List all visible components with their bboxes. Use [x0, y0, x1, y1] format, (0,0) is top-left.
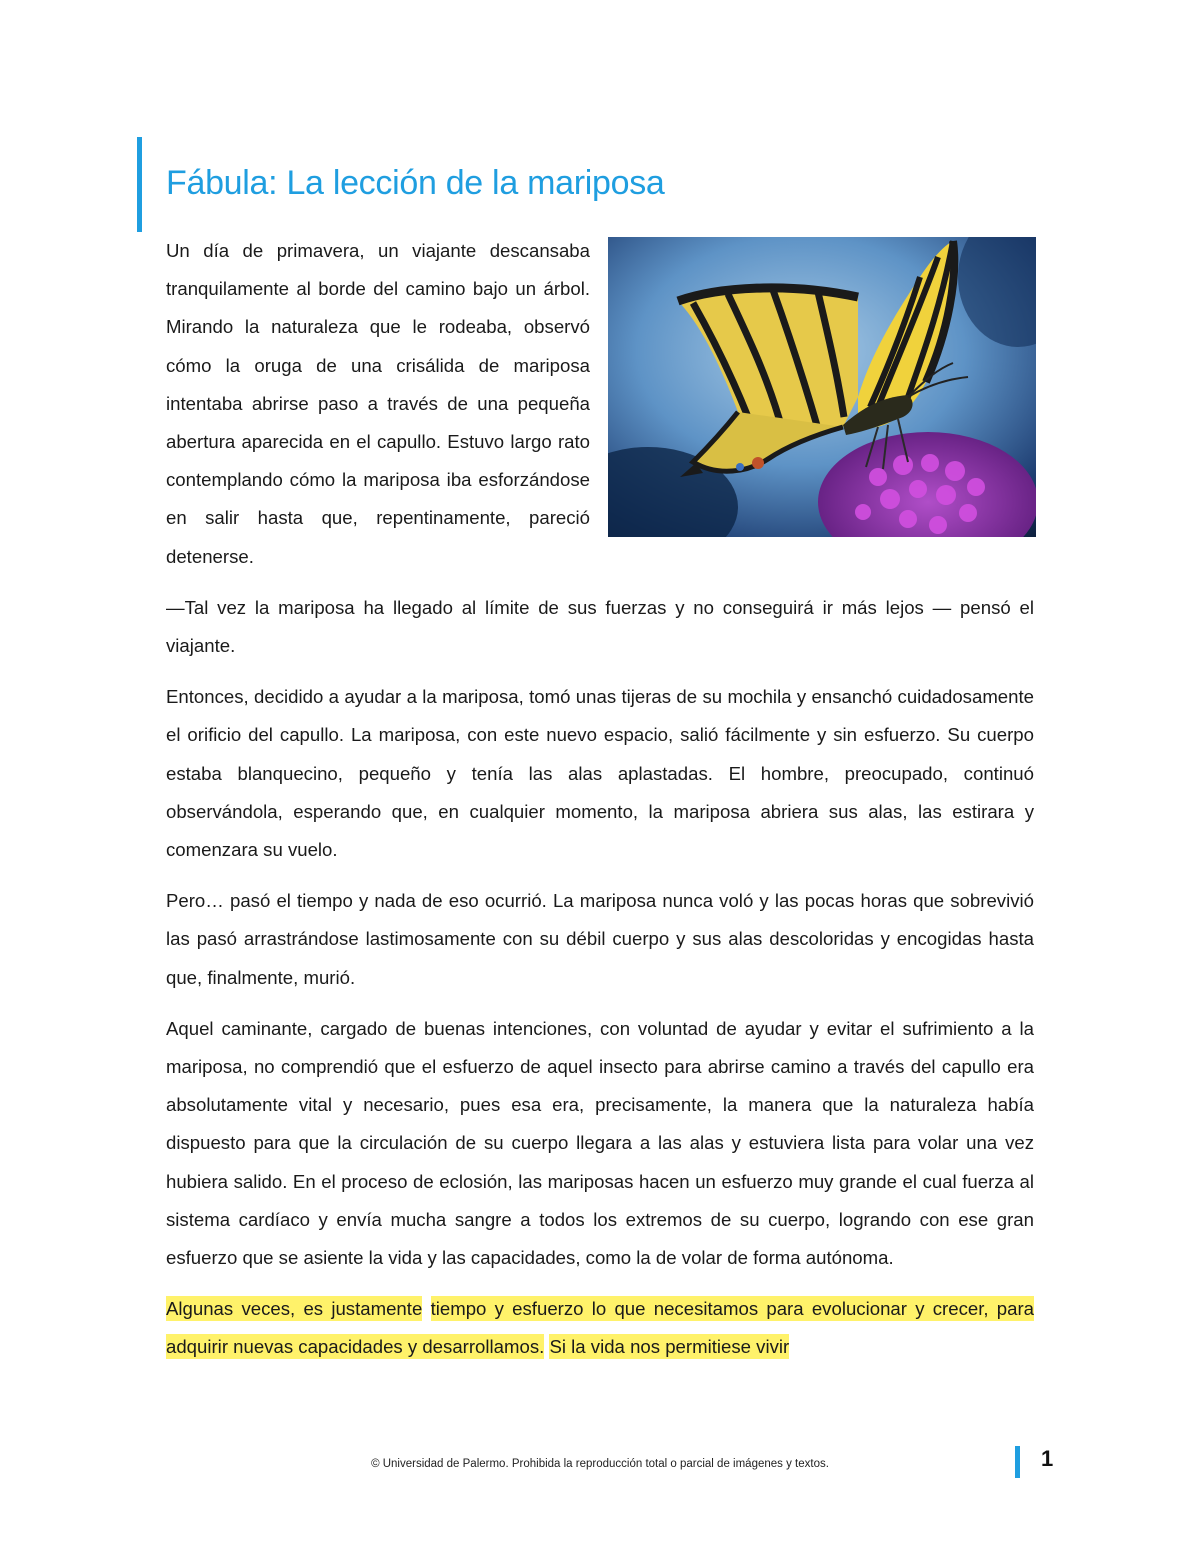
highlighted-paragraph — [166, 1290, 1034, 1366]
title-accent-bar — [137, 137, 142, 232]
page-number: 1 — [1041, 1446, 1054, 1471]
page-number-accent-bar — [1015, 1446, 1020, 1478]
paragraph-2: —Tal vez la mariposa ha llegado al límite de sus fuerzas y no conseguirá ir más lejos — pensó el viajante. — [166, 596, 1034, 657]
paragraph-5: Aquel caminante, cargado de buenas intenciones, con voluntad de ayudar y evitar el sufrimiento a la mariposa, no comprendió que el esfuerzo de aquel insecto para abrirse camino a través del capullo era absolutamente vital y necesario, pues esa era, precisamente, la manera que la naturaleza había dispuesto para que la circulación de su cuerpo llegara a las alas y estuviera lista para volar una vez hubiera salido. En el proceso de eclosión, las mariposas hacen un esfuerzo muy grande el cual fuerza al sistema cardíaco y envía mucha sangre a todos los extremos de su cuerpo, logrando con ese gran esfuerzo que se asiente la vida y las capacidades, como la de volar de forma autónoma. — [166, 1017, 1034, 1269]
paragraph-3: Entonces, decidido a ayudar a la mariposa, tomó unas tijeras de su mochila y ensanchó cuidadosamente el orificio del capullo. La mariposa, con este nuevo espacio, salió fácilmente y sin esfuerzo. Su cuerpo estaba blanquecino, pequeño y tenía las alas aplastadas. El hombre, preocupado, continuó observándola, esperando que, en cualquier momento, la mariposa abriera sus alas, las estirara y comenzara su vuelo. — [166, 686, 1034, 861]
butterfly-image — [608, 237, 1036, 537]
page-title: Fábula: La lección de la mariposa — [166, 164, 665, 202]
highlight-part-1: Algunas veces, es justamente — [166, 1298, 423, 1320]
paragraph-4: Pero… pasó el tiempo y nada de eso ocurrió. La mariposa nunca voló y las pocas horas que sobrevivió las pasó arrastrándose lastimosamente con su débil cuerpo y sus alas descoloridas y encogidas hasta que, finalmente, murió. — [166, 890, 1034, 988]
paragraph-1: Un día de primavera, un viajante descansaba tranquilamente al borde del camino bajo un árbol. Mirando la naturaleza que le rodeaba, observó cómo la oruga de una crisálida de mariposa intentaba abrirse paso a través de una pequeña abertura aparecida en el capullo. Estuvo largo rato contemplando cómo la mariposa iba esforzándose en salir hasta que, repentinamente, pareció detenerse. — [166, 240, 590, 567]
highlight-part-3: Si la vida nos permitiese vivir — [549, 1336, 790, 1358]
footer-copyright: © Universidad de Palermo. Prohibida la reproducción total o parcial de imágenes y textos. — [371, 1458, 829, 1470]
body-text — [166, 232, 1034, 1380]
butterfly-illustration — [608, 237, 1036, 537]
highlight-part-2: tiempo y esfuerzo lo que necesitamos para evolucionar y crecer, para adquirir nuevas capacidades y desarrollamos. — [166, 1298, 1035, 1358]
